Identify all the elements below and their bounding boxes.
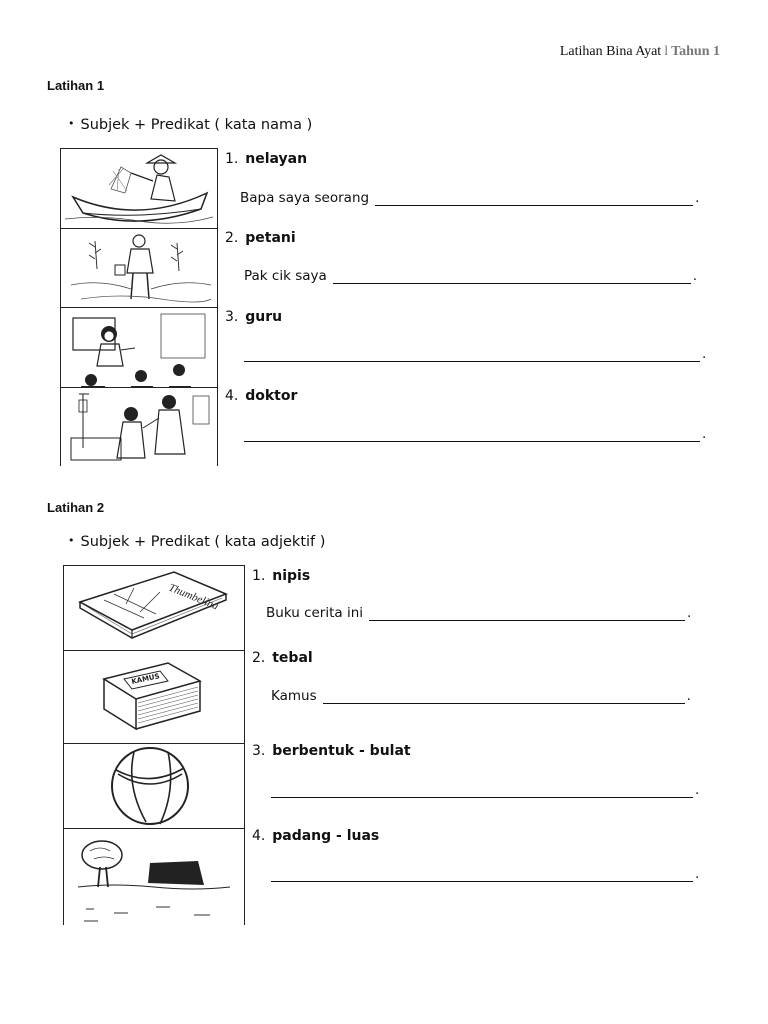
latihan1-q1-prompt: Bapa saya seorang: [240, 190, 370, 206]
latihan1-title: Latihan 1: [47, 78, 105, 93]
latihan2-q1-answer-line: [266, 605, 691, 621]
latihan2-q1-word: nipis: [272, 568, 311, 584]
latihan1-image-2: [61, 228, 217, 307]
header-separator: l: [664, 44, 669, 59]
latihan1-q1-title: [225, 151, 307, 167]
latihan2-q4-answer-line: [271, 866, 699, 882]
latihan1-q1-answer-line: [240, 190, 699, 206]
latihan1-q2-word: petani: [245, 230, 296, 246]
latihan1-q3-title: [225, 309, 282, 325]
latihan2-image-3: [64, 743, 244, 828]
latihan1-q3-word: guru: [245, 309, 283, 325]
latihan1-image-1: [61, 149, 217, 228]
latihan1-instruction: [68, 117, 312, 133]
latihan2-q4-blank[interactable]: [271, 867, 693, 882]
latihan1-q2-period: .: [692, 268, 698, 284]
latihan2-q1-prompt: Buku cerita ini: [266, 605, 364, 621]
latihan2-q4-word: padang - luas: [272, 828, 380, 844]
ball-icon: [64, 744, 244, 828]
latihan2-q1-period: .: [687, 605, 692, 621]
latihan2-image-1: [64, 566, 244, 650]
latihan2-image-column: [63, 565, 245, 925]
latihan1-q1-blank[interactable]: [375, 191, 693, 206]
latihan1-q2-number: 2.: [225, 230, 239, 246]
latihan2-q3-title: [252, 743, 411, 759]
latihan2-q3-blank[interactable]: [271, 783, 693, 798]
latihan1-q4-word: doktor: [245, 388, 298, 404]
thin-book-icon: [64, 566, 244, 649]
latihan2-title: Latihan 2: [47, 500, 105, 515]
teacher-classroom-icon: [61, 308, 217, 387]
doctor-patient-icon: [61, 388, 217, 467]
header-grade: Tahun 1: [671, 44, 720, 59]
latihan2-q4-period: .: [695, 866, 700, 882]
header-title: Latihan Bina Ayat: [559, 44, 662, 59]
latihan2-image-2: [64, 650, 244, 743]
latihan1-q4-period: .: [702, 426, 707, 442]
latihan1-q4-number: 4.: [225, 388, 239, 404]
latihan1-image-4: [61, 387, 217, 467]
latihan2-q2-blank[interactable]: [323, 689, 685, 704]
fisherman-boat-icon: [61, 149, 217, 227]
latihan1-image-column: [60, 148, 218, 466]
latihan2-q2-number: 2.: [252, 650, 266, 666]
latihan2-q2-prompt: Kamus: [271, 688, 317, 704]
latihan1-q2-title: [225, 230, 296, 246]
latihan1-instruction-text: Subjek + Predikat ( kata nama ): [80, 117, 313, 133]
latihan1-q1-period: .: [695, 190, 700, 206]
latihan1-q2-blank[interactable]: [333, 269, 691, 284]
latihan1-image-3: [61, 307, 217, 387]
field-tree-icon: [64, 829, 244, 925]
dictionary-label: KAMUS: [130, 672, 161, 686]
latihan1-q2-answer-line: [244, 268, 697, 284]
latihan2-q2-title: [252, 650, 313, 666]
latihan2-q3-word: berbentuk - bulat: [272, 743, 411, 759]
latihan2-q2-period: .: [686, 688, 691, 704]
latihan1-q4-title: [225, 388, 297, 404]
latihan1-q1-number: 1.: [225, 151, 239, 167]
latihan2-instruction-text: Subjek + Predikat ( kata adjektif ): [80, 534, 326, 550]
latihan2-q2-answer-line: [271, 688, 691, 704]
page-header: [560, 44, 720, 60]
latihan1-q1-word: nelayan: [245, 151, 308, 167]
farmer-icon: [61, 229, 217, 307]
latihan2-q3-period: .: [695, 782, 700, 798]
latihan2-q4-title: [252, 828, 379, 844]
latihan1-q4-answer-line: [244, 426, 706, 442]
latihan1-q2-prompt: Pak cik saya: [244, 268, 327, 284]
latihan2-q4-number: 4.: [252, 828, 266, 844]
latihan2-q3-answer-line: [271, 782, 699, 798]
latihan2-q1-blank[interactable]: [369, 606, 685, 621]
latihan2-q1-title: [252, 568, 310, 584]
thick-dictionary-icon: [64, 651, 244, 743]
thin-book-label: Thumbelina: [166, 581, 221, 613]
latihan1-q3-period: .: [702, 346, 707, 362]
bullet-icon: •: [68, 534, 75, 547]
bullet-icon: •: [68, 117, 75, 130]
latihan1-q4-blank[interactable]: [244, 427, 700, 442]
latihan1-q3-answer-line: [244, 346, 706, 362]
latihan1-q3-blank[interactable]: [244, 347, 700, 362]
latihan2-q2-word: tebal: [272, 650, 313, 666]
latihan2-q1-number: 1.: [252, 568, 266, 584]
latihan2-image-4: [64, 828, 244, 926]
latihan2-instruction: [68, 534, 325, 550]
latihan2-q3-number: 3.: [252, 743, 266, 759]
latihan1-q3-number: 3.: [225, 309, 239, 325]
